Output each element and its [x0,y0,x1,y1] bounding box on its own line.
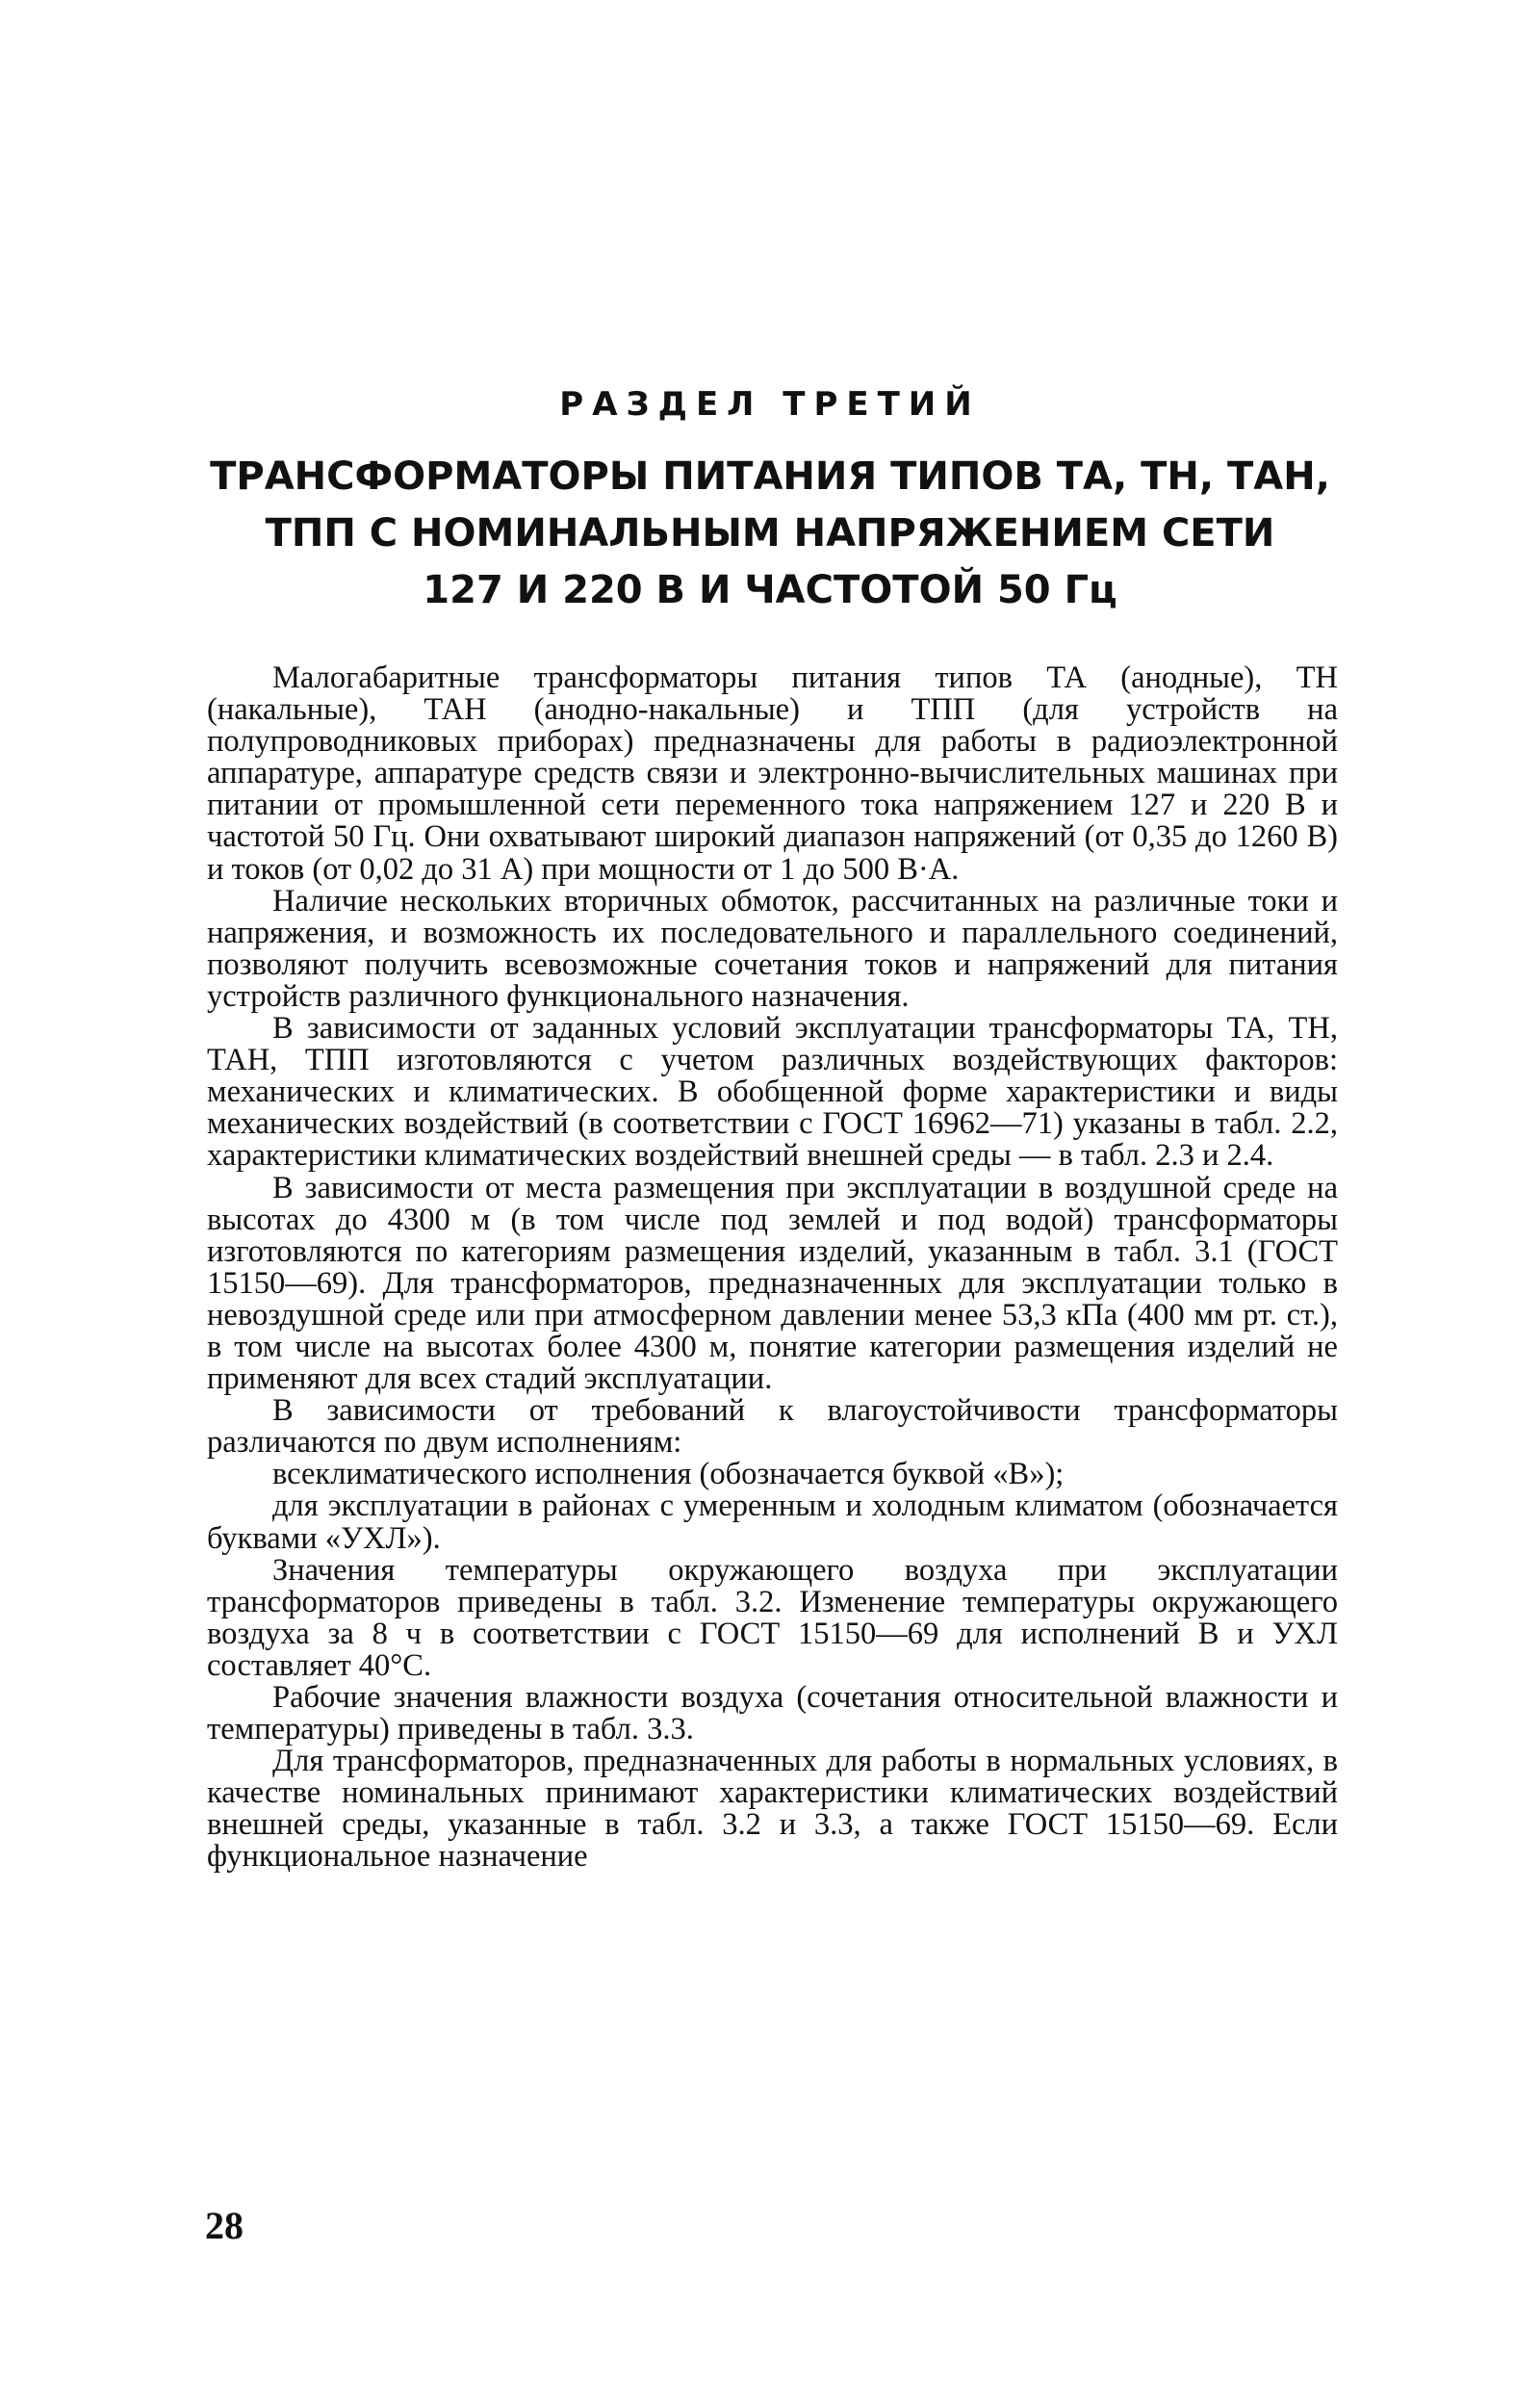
list-item-temperate-cold: для эксплуатации в районах с умеренным и холодным климатом (обозначается буквами «УХЛ»). [207,1488,1338,1556]
section-label: РАЗДЕЛ ТРЕТИЙ [559,385,981,424]
paragraph-intro: Малогабаритные трансформаторы питания типов ТА (анодные), ТН (накальные), ТАН (анодно-накальные) и ТПП (для устройств на полупроводниковых приборах) предназначены для работы в радиоэлектронной аппаратуре, аппаратуре средств связи и электронно-вычислительных машинах при питании от промышленной сети переменного тока напряжением 127 и 220 В и частотой 50 Гц. Они охватывают широкий диапазон напряжений (от 0,35 до 1260 В) и токов (от 0,02 до 31 А) при мощности от 1 до 500 В·А. [207,660,1338,887]
page-number: 28 [205,2204,244,2247]
heading-line-3: 127 И 220 В И ЧАСТОТОЙ 50 Гц [423,568,1117,612]
heading-line-1: ТРАНСФОРМАТОРЫ ПИТАНИЯ ТИПОВ ТА, ТН, ТАН, [210,454,1330,499]
paragraph-normal-conditions: Для трансформаторов, предназначенных для работы в нормальных условиях, в качестве номинальных принимают характеристики климатических воздействий внешней среды, указанные в табл. 3.2 и 3.3, а также ГОСТ 15150—69. Если функциональное назначение [207,1744,1338,1875]
paragraph-temperature: Значения температуры окружающего воздуха при эксплуатации трансформаторов приведены в табл. 3.2. Изменение температуры окружающего воздуха за 8 ч в соответствии с ГОСТ 15150—69 для исполнений В и УХЛ составляет 40°С. [207,1552,1338,1683]
paragraph-placement: В зависимости от места размещения при эксплуатации в воздушной среде на высотах до 4300 м (в том числе под землей и под водой) трансформаторы изготовляются по категориям размещения изделий, указанным в табл. 3.1 (ГОСТ 15150—69). Для трансформаторов, предназначенных для эксплуатации только в невоздушной среде или при атмосферном давлении менее 53,3 кПа (400 мм рт. ст.), в том числе на высотах более 4300 м, понятие категории размещения изделий не применяют для всех стадий эксплуатации. [207,1170,1338,1397]
paragraph-humidity: Рабочие значения влажности воздуха (сочетания относительной влажности и температуры) приведены в табл. 3.3. [207,1680,1338,1747]
chapter-heading [192,449,1348,619]
paragraph-windings: Наличие нескольких вторичных обмоток, рассчитанных на различные токи и напряжения, и возможность их последовательного и параллельного соединений, позволяют получить всевозможные сочетания токов и напряжений для питания устройств различного функционального назначения. [207,883,1338,1014]
list-item-all-climate: всеклиматического исполнения (обозначается буквой «В»); [272,1457,1065,1492]
body-text [207,662,1338,1874]
paragraph-operating-conditions: В зависимости от заданных условий эксплуатации трансформаторы ТА, ТН, ТАН, ТПП изготовляются с учетом различных воздействующих факторов: механических и климатических. В обобщенной форме характеристики и виды механических воздействий (в соответствии с ГОСТ 16962—71) указаны в табл. 2.2, характеристики климатических воздействий внешней среды — в табл. 2.3 и 2.4. [207,1011,1338,1174]
heading-line-2: ТПП С НОМИНАЛЬНЫМ НАПРЯЖЕНИЕМ СЕТИ [265,511,1275,556]
paragraph-moisture-resistance: В зависимости от требований к влагоустойчивости трансформаторы различаются по двум исполнениям: [207,1393,1338,1461]
